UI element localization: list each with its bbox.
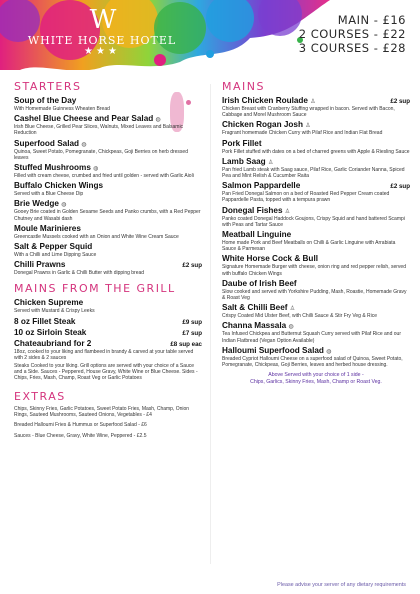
menu-item-price: £9 sup bbox=[182, 318, 202, 326]
menu-item bbox=[222, 157, 410, 179]
menu-item-row bbox=[222, 254, 410, 263]
menu-item-title: Chicken Supreme bbox=[14, 298, 84, 308]
section-title-starters: STARTERS bbox=[14, 80, 82, 93]
menu-item bbox=[14, 242, 202, 258]
menu-item-description: Filled with cream cheese, crumbed and fried until golden - served with Garlic Aioli bbox=[14, 173, 194, 180]
menu-item-price: £2 sup bbox=[390, 98, 410, 105]
menu-item-title: 8 oz Fillet Steak bbox=[14, 316, 76, 326]
menu-item-name bbox=[14, 139, 87, 148]
menu-item-row bbox=[222, 157, 410, 166]
menu-item-row bbox=[14, 139, 202, 148]
section-title-extras: EXTRAS bbox=[14, 389, 66, 403]
menu-item bbox=[222, 181, 410, 203]
menu-item-name bbox=[222, 254, 318, 263]
menu-item-title: Salt & Chilli Beef bbox=[222, 303, 288, 313]
menu-item-name bbox=[222, 181, 300, 190]
menu-item-description: 18oz, cooked to your liking and flambeed in brandy & carved at your table served with 2 sides & 2 sauces bbox=[14, 348, 194, 361]
menu-item-title: Buffalo Chicken Wings bbox=[14, 181, 104, 191]
menu-item-price: £7 sup bbox=[182, 329, 202, 337]
menu-item bbox=[14, 96, 202, 112]
hotel-logo bbox=[22, 6, 182, 57]
menu-item-description: Chicken Breast with Cranberry Stuffing wrapped in bacon. Served with Bacon, Cabbage and Morel Mushroom Sauce bbox=[222, 106, 395, 119]
menu-item-title: Meatball Linguine bbox=[222, 230, 292, 240]
menu-item-name bbox=[222, 279, 297, 288]
menu-item-title: Lamb Saag bbox=[222, 156, 266, 166]
menu-item-row bbox=[222, 279, 410, 288]
logo-stars: ★★★ bbox=[84, 46, 120, 57]
menu-item bbox=[222, 206, 410, 228]
menu-item-name bbox=[222, 230, 291, 239]
dietary-icon: ◍ bbox=[61, 202, 67, 209]
menu-item-price: £8 sup eac bbox=[170, 340, 202, 348]
menu-item-description: Greencastle Mussels cooked with an Onion and White Wine Cream Sauce bbox=[14, 233, 179, 240]
dietary-icon: ♙ bbox=[284, 208, 291, 215]
menu-item bbox=[14, 339, 202, 361]
menu-item-title: Moule Marinieres bbox=[14, 223, 81, 233]
menu-item-title: White Horse Cock & Bull bbox=[222, 254, 318, 264]
dietary-icon: ♙ bbox=[310, 99, 316, 105]
menu-item-row bbox=[222, 321, 410, 330]
menu-item-row bbox=[14, 317, 202, 326]
menu-item bbox=[14, 114, 202, 136]
menu-item-name bbox=[14, 242, 92, 251]
menu-item-description: Served with Mustard & Crispy Leeks bbox=[14, 308, 95, 315]
menu-item-name bbox=[222, 321, 294, 330]
menu-item-title: Salmon Pappardelle bbox=[222, 181, 301, 191]
menu-item-title: Donegal Fishes bbox=[222, 205, 283, 215]
menu-item-title: Salt & Pepper Squid bbox=[14, 242, 93, 252]
menu-item-description: Breaded Cypriot Halloumi Cheese on a superfood salad of Quinoa, Sweet Potato, Pomegranate, Chickpeas, Goji Berries, leaves and herbed house dressing. bbox=[222, 355, 403, 369]
dietary-icon: ♙ bbox=[289, 306, 296, 313]
menu-item-description: Pork Fillet stuffed with dates on a bed of charred greens with Apple & Riesling Sauce bbox=[222, 148, 410, 155]
menu-item-name bbox=[222, 157, 273, 166]
menu-item-description: Quinoa, Sweet Potato, Pomegranate, Chickpeas, Goji Berries on herb dressed leaves bbox=[14, 148, 188, 161]
menu-item bbox=[14, 317, 202, 326]
menu-item-title: Daube of Irish Beef bbox=[222, 278, 297, 288]
menu-item bbox=[14, 224, 202, 240]
left-column bbox=[14, 80, 202, 443]
menu-item-title: Cashel Blue Cheese and Pear Salad bbox=[14, 114, 154, 124]
sides-note bbox=[222, 372, 410, 386]
menu-item-name bbox=[222, 139, 262, 148]
dietary-icon: ◍ bbox=[93, 166, 99, 173]
menu-item-row bbox=[222, 139, 410, 148]
menu-item-name bbox=[14, 328, 86, 337]
menu-item-title: Superfood Salad bbox=[14, 138, 80, 148]
menu-item-title: 10 oz Sirloin Steak bbox=[14, 327, 87, 337]
menu-item-description: Pan Fried Donegal Salmon on a bed of Roasted Red Pepper Cream coated Pappardelle Pasta, topped with a tempura prawn bbox=[222, 191, 390, 204]
menu-item-description: Tea Infused Chickpea and Butternut Squash Curry served with Pilaf Rice and our Indian Flatbread (Vegan Option Available) bbox=[222, 331, 401, 344]
menu-item-description: Signature Homemade Burger with cheese, onion ring and red pepper relish, served with buffalo Chicken Wings bbox=[222, 264, 406, 277]
menu-item-title: Soup of the Day bbox=[14, 96, 77, 105]
menu-item-name bbox=[14, 114, 161, 123]
menu-item-name bbox=[222, 96, 316, 105]
menu-item-row bbox=[14, 260, 202, 269]
logo-w-mark: W bbox=[89, 5, 115, 35]
menu-item-description: Home made Pork and Beef Meatballs on Chilli & Garlic Linguine with Arrabiata Sauce & Parmesan bbox=[222, 240, 396, 253]
menu-item-name bbox=[14, 96, 76, 105]
menu-item-name bbox=[14, 163, 98, 172]
dietary-icon: ♙ bbox=[305, 123, 311, 130]
menu-item-title: Pork Fillet bbox=[222, 138, 262, 148]
menu-item-row bbox=[14, 242, 202, 251]
menu-item bbox=[222, 230, 410, 252]
menu-item-title: Stuffed Mushrooms bbox=[14, 163, 91, 173]
menu-item-row bbox=[222, 230, 410, 239]
menu-item bbox=[222, 346, 410, 368]
price-line-main: MAIN - £16 bbox=[337, 13, 406, 27]
menu-item-name bbox=[14, 199, 66, 208]
menu-item-row bbox=[14, 339, 202, 348]
menu-item-row bbox=[222, 206, 410, 215]
price-line-3-courses: 3 COURSES - £28 bbox=[298, 41, 406, 55]
menu-item bbox=[222, 120, 410, 136]
menu-item-row bbox=[222, 96, 410, 105]
menu-item bbox=[14, 199, 202, 221]
logo-name: WHITE HORSE HOTEL bbox=[27, 34, 177, 47]
extra-item: Sauces - Blue Cheese, Gravy, White Wine, Peppered - £2.5 bbox=[14, 432, 147, 439]
menu-item-name bbox=[222, 346, 331, 355]
menu-item-row bbox=[222, 303, 410, 312]
extra-item: Breaded Halloumi Fries & Hummus or Superfood Salad - £6 bbox=[14, 422, 147, 429]
right-column bbox=[222, 80, 410, 386]
menu-item-description: Crispy Coated Mid Ulster Beef, with Chilli Sauce & Stir Fry Veg & Rice bbox=[222, 313, 378, 320]
menu-item-title: Chilli Prawns bbox=[14, 260, 66, 270]
header-banner bbox=[0, 0, 420, 70]
menu-item bbox=[14, 328, 202, 337]
menu-item-row bbox=[222, 181, 410, 190]
menu-item bbox=[222, 96, 410, 118]
menu-item-title: Brie Wedge bbox=[14, 199, 59, 209]
dietary-icon: ♙ bbox=[267, 159, 274, 166]
menu-item bbox=[14, 260, 202, 276]
section-title-mains: MAINS bbox=[222, 80, 265, 93]
menu-item-description: Irish Blue Cheese, Grilled Pear Slices, Walnuts, Mixed Leaves and Balsamic Reduction bbox=[14, 124, 184, 137]
menu-item-row bbox=[14, 328, 202, 337]
menu-item bbox=[222, 303, 410, 319]
menu-item-name bbox=[222, 303, 295, 312]
menu-item-description: With a Chilli and Lime Dipping Sauce bbox=[14, 252, 97, 259]
dietary-icon: ◍ bbox=[81, 141, 87, 148]
dietary-footer: Please advise your server of any dietary requirements bbox=[277, 582, 406, 588]
menu-item-row bbox=[14, 199, 202, 208]
menu-item bbox=[222, 139, 410, 155]
dietary-icon: ◍ bbox=[155, 117, 161, 124]
grill-list bbox=[14, 298, 202, 361]
menu-item-description: Served with a Blue Cheese Dip bbox=[14, 191, 84, 198]
course-prices bbox=[299, 13, 406, 55]
sides-line-2: Chips, Garlics, Skinny Fries, Mash, Champ or Roast Veg. bbox=[250, 379, 382, 386]
dietary-icon: ◍ bbox=[288, 324, 294, 331]
menu-item-description: Donegal Prawns in Garlic & Chilli Butter with dipping bread bbox=[14, 270, 145, 277]
menu-item-name bbox=[222, 206, 290, 215]
menu-item bbox=[14, 181, 202, 197]
menu-item bbox=[222, 254, 410, 276]
dietary-icon: ◍ bbox=[326, 348, 332, 355]
menu-item bbox=[14, 163, 202, 179]
mains-list bbox=[222, 96, 410, 368]
menu-item-row bbox=[14, 181, 202, 190]
menu-item-name bbox=[14, 224, 81, 233]
menu-item-description: Panko coated Donegal Haddock Goujons, Crispy Squid and hand battered Scampi with Peas and Tartar Sauce bbox=[222, 215, 405, 228]
price-line-2-courses: 2 COURSES - £22 bbox=[298, 27, 406, 41]
menu-item-description: Slow cooked and served with Yorkshire Pudding, Mash, Roastie, Homemade Gravy & Roast Veg bbox=[222, 288, 407, 302]
menu-item-description: Gooey Brie coated in Golden Sesame Seeds and Panko crumbs, with a Red Pepper Chutney and Wasabi dash bbox=[14, 209, 201, 222]
menu-item-price: £2 sup bbox=[390, 183, 410, 191]
menu-item-row bbox=[14, 96, 202, 105]
menu-item-description: With Homemade Guinness Wheaten Bread bbox=[14, 106, 110, 112]
extras-list bbox=[14, 406, 202, 439]
menu-item-title: Channa Massala bbox=[222, 321, 287, 331]
sides-line-1: Above Served with your choice of 1 side - bbox=[268, 372, 364, 379]
menu-item-row bbox=[14, 224, 202, 233]
menu-item-row bbox=[14, 163, 202, 172]
menu-item-name bbox=[14, 317, 75, 326]
starters-list bbox=[14, 96, 202, 276]
menu-item-row bbox=[222, 346, 410, 355]
menu-item-name bbox=[14, 298, 83, 307]
menu-item-title: Chateaubriand for 2 bbox=[14, 338, 92, 348]
menu-item-title: Halloumi Superfood Salad bbox=[222, 345, 324, 355]
column-divider bbox=[210, 84, 211, 564]
menu-item bbox=[222, 321, 410, 343]
menu-item bbox=[222, 279, 410, 301]
menu-item-price: £2 sup bbox=[182, 262, 202, 270]
menu-item-title: Chicken Rogan Josh bbox=[222, 120, 303, 130]
menu-item bbox=[14, 139, 202, 161]
menu-item-name bbox=[14, 260, 65, 269]
menu-item-name bbox=[14, 181, 103, 190]
menu-item-row bbox=[14, 298, 202, 307]
section-title-grill: MAINS FROM THE GRILL bbox=[14, 282, 176, 296]
grill-note: Steaks Cooked to your liking. Grill options are served with your choice of a Sauce and a Side. Sauces - Peppered, House Gravy, White Wine or Blue Cheese. Sides - Chips, Fries, Mash, Champ, Roast Veg or Garlic Potatoes bbox=[14, 363, 198, 382]
menu-item-title: Irish Chicken Roulade bbox=[222, 96, 308, 105]
menu-item-name bbox=[14, 339, 91, 348]
menu-item-description: Fragrant homemade Chicken Curry with Pilaf Rice and Indian Flat Bread bbox=[222, 130, 383, 137]
menu-item-description: Pan fried Lamb steak with Saag sauce, Pilaf Rice, Garlic Coriander Nanna, Spiced Pea and Mint Relish & Cucumber Raita bbox=[222, 166, 405, 180]
menu-item-row bbox=[222, 120, 410, 129]
extra-item: Chips, Skinny Fries, Garlic Potatoes, Sweet Potato Fries, Mash, Champ, Onion Rings, Sauteed Mushrooms, Sauteed Onions, Vegetables - £4 bbox=[14, 405, 190, 418]
menu-item-row bbox=[14, 114, 202, 123]
menu-item bbox=[14, 298, 202, 314]
menu-item-name bbox=[222, 120, 311, 129]
